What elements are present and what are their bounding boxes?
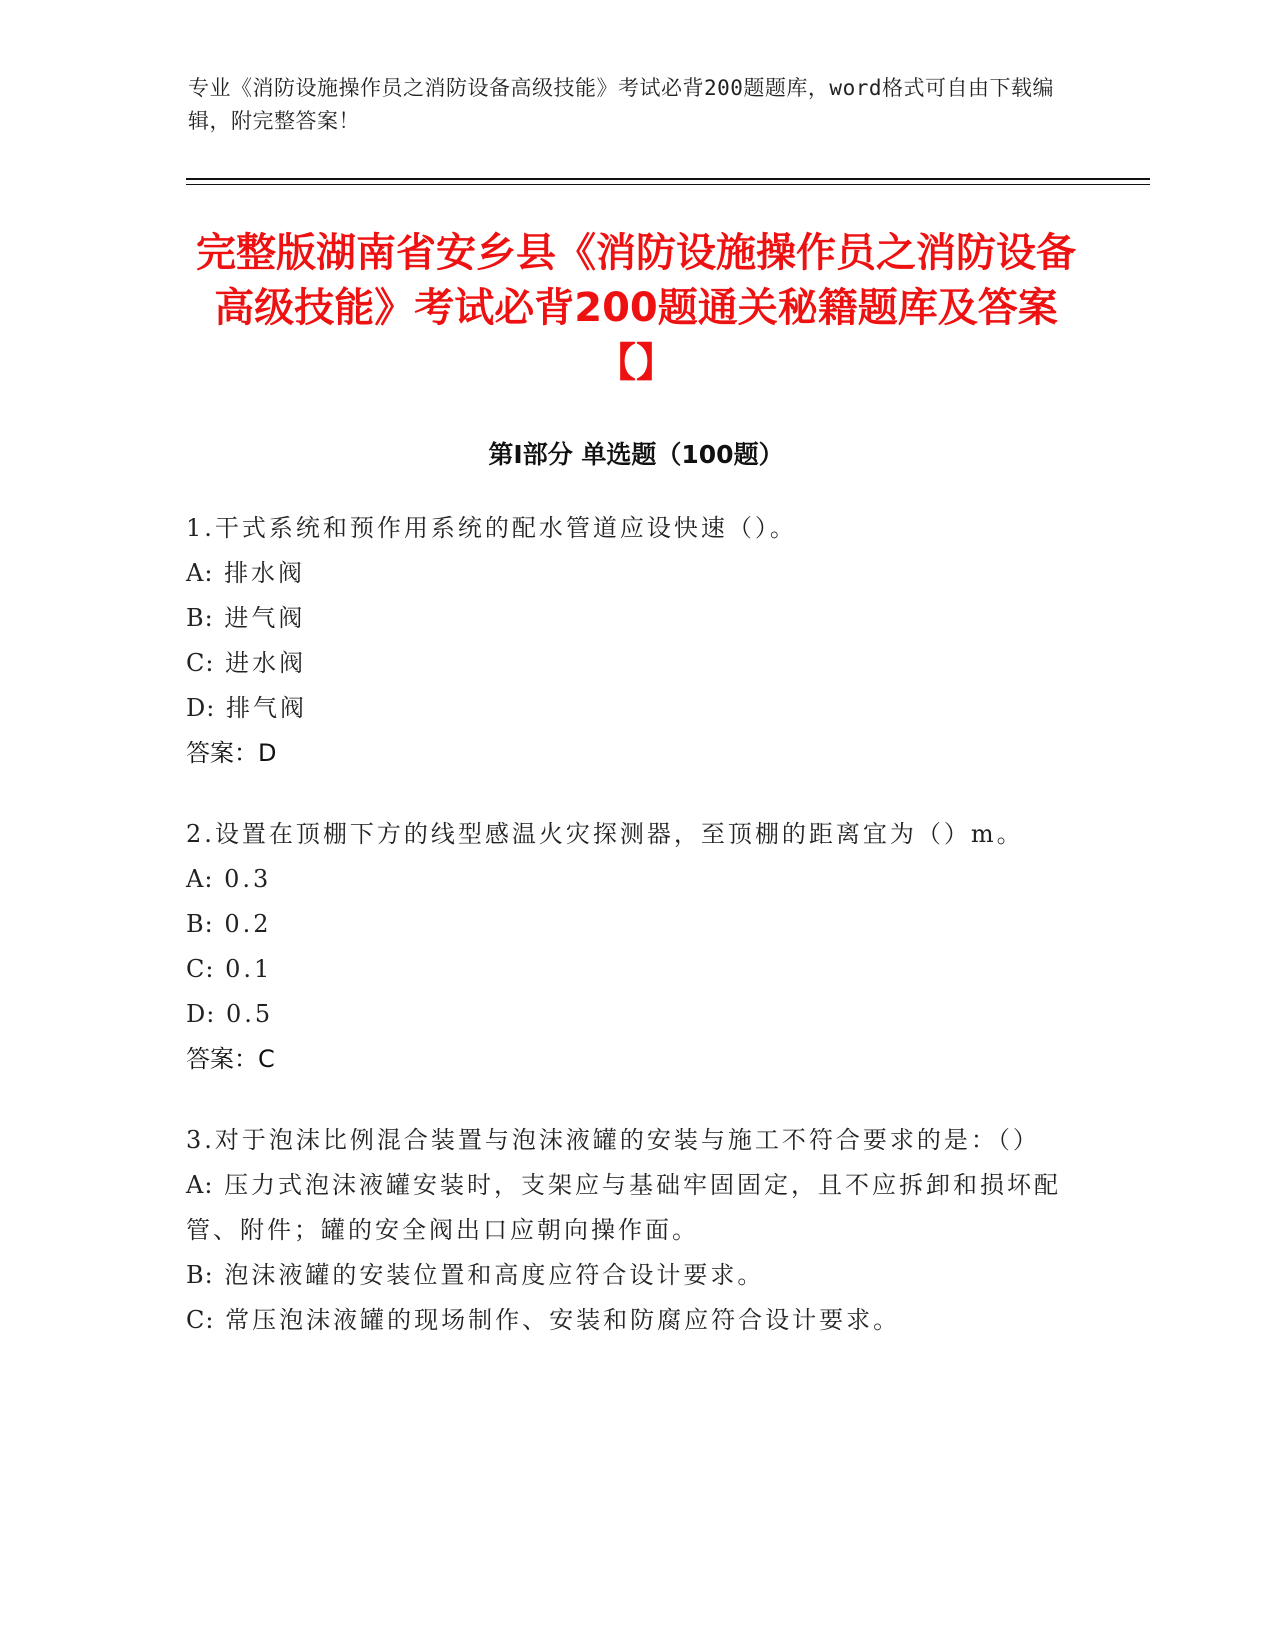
option-a bbox=[186, 1163, 1086, 1253]
option-text: 压力式泡沫液罐安装时，支架应与基础牢固固定，且不应拆卸和损坏配管、附件；罐的安全阀出口应朝向操作面。 bbox=[186, 1171, 1062, 1244]
option-text: 排气阀 bbox=[225, 694, 307, 722]
header-divider-thin bbox=[186, 184, 1150, 185]
header-note: 专业《消防设施操作员之消防设备高级技能》考试必背200题题库，word格式可自由下载编辑，附完整答案！ bbox=[188, 76, 1054, 133]
option-letter: C: bbox=[186, 1306, 215, 1334]
option-letter: D: bbox=[186, 1000, 216, 1028]
option-text: 常压泡沫液罐的现场制作、安装和防腐应符合设计要求。 bbox=[225, 1306, 901, 1334]
section-heading: 第I部分 单选题（100题） bbox=[488, 440, 784, 469]
question-3 bbox=[186, 1118, 1086, 1343]
option-text: 0.1 bbox=[225, 955, 273, 983]
option-text: 泡沫液罐的安装位置和高度应符合设计要求。 bbox=[224, 1261, 765, 1289]
option-letter: C: bbox=[186, 955, 215, 983]
option-text: 0.5 bbox=[225, 1000, 274, 1028]
question-stem: 2.设置在顶棚下方的线型感温火灾探测器，至顶棚的距离宜为（）m。 bbox=[186, 820, 1024, 848]
answer: 答案：D bbox=[186, 739, 277, 767]
answer: 答案：C bbox=[186, 1045, 275, 1073]
option-letter: B: bbox=[186, 910, 214, 938]
option-a bbox=[186, 551, 1086, 596]
option-letter: A: bbox=[186, 865, 214, 893]
header-divider bbox=[186, 178, 1150, 180]
question-1 bbox=[186, 506, 1086, 776]
option-b bbox=[186, 1253, 1086, 1298]
option-c bbox=[186, 1298, 1086, 1343]
option-text: 进水阀 bbox=[225, 649, 307, 677]
option-b bbox=[186, 596, 1086, 641]
option-text: 0.2 bbox=[224, 910, 272, 938]
option-letter: B: bbox=[186, 1261, 214, 1289]
option-text: 排水阀 bbox=[224, 559, 306, 587]
document-title: 完整版湖南省安乡县《消防设施操作员之消防设备高级技能》考试必背200题通关秘籍题库及答案【】 bbox=[196, 230, 1076, 386]
option-letter: A: bbox=[186, 1171, 214, 1199]
option-b bbox=[186, 902, 1086, 947]
option-letter: D: bbox=[186, 694, 216, 722]
option-c bbox=[186, 947, 1086, 992]
question-2 bbox=[186, 812, 1086, 1082]
question-stem: 1.干式系统和预作用系统的配水管道应设快速（）。 bbox=[186, 514, 797, 542]
option-c bbox=[186, 641, 1086, 686]
option-letter: B: bbox=[186, 604, 214, 632]
option-a bbox=[186, 857, 1086, 902]
option-letter: C: bbox=[186, 649, 215, 677]
question-stem: 3.对于泡沫比例混合装置与泡沫液罐的安装与施工不符合要求的是：（） bbox=[186, 1126, 1040, 1154]
option-letter: A: bbox=[186, 559, 214, 587]
option-d bbox=[186, 686, 1086, 731]
option-d bbox=[186, 992, 1086, 1037]
option-text: 进气阀 bbox=[224, 604, 306, 632]
option-text: 0.3 bbox=[224, 865, 272, 893]
